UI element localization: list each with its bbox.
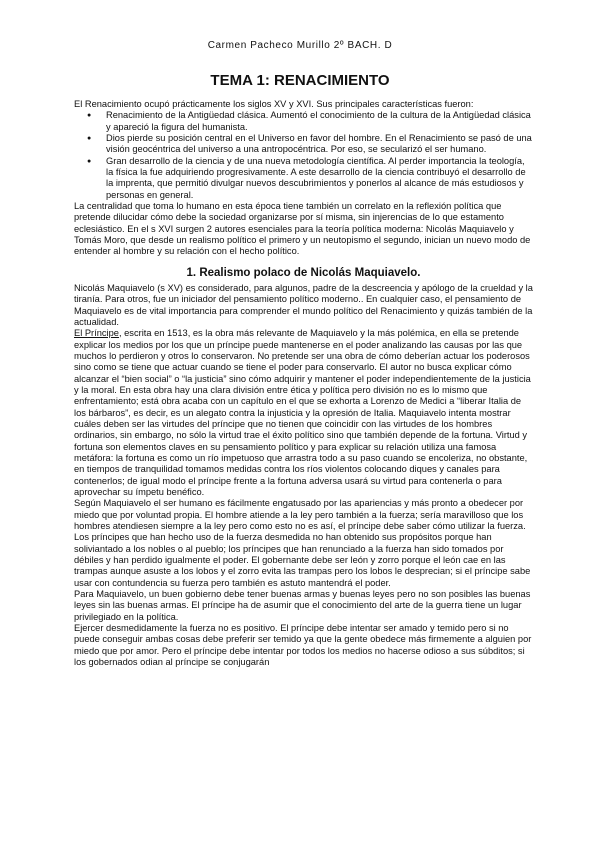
intro-paragraph: El Renacimiento ocupó prácticamente los siglos XV y XVI. Sus principales características fueron:	[74, 99, 474, 109]
body-paragraph: Nicolás Maquiavelo (s XV) es considerado, para algunos, padre de la descreencia y apólogo de la crueldad y la tiranía. Para otros, fue un iniciador del pensamiento político moderno.. En cualquier caso, el pensamiento de Maquiavelo es de vital importancia para comprender el mundo político del Renacimiento y quizás también de la actualidad.	[74, 282, 533, 327]
section-heading: 1. Realismo polaco de Nicolás Maquiavelo.	[186, 266, 421, 279]
list-item: ● Dios pierde su posición central en el Universo en favor del hombre. En el Renacimiento se pasó de una visión geocéntrica del universo a una antropocéntrica. Por eso, se secularizó el ser humano.	[106, 133, 533, 156]
list-item: ● Gran desarrollo de la ciencia y de una nueva metodología científica. Al perder importancia la teología, la física la fue adquiriendo progresivamente. A este desarrollo de la ciencia contribuyó el desarrollo de la imprenta, que permitió divulgar nuevos descubrimientos y ponerlos al alcance de más estudiosos y personas en general.	[106, 156, 533, 201]
body-paragraph: Ejercer desmedidamente la fuerza no es positivo. El príncipe debe intentar ser amado y temido pero si no puede conseguir ambas cosas debe preferir ser temido ya que la gente obedece más firmemente a alguien por miedo que por amor. Pero el príncipe debe intentar por todos los medios no hacerse odioso a sus súbditos; si los gobernados odian al príncipe se conjugarán	[74, 623, 532, 668]
body-paragraph: Tomás Moro, que desde un realismo político el primero y un neutopismo el segundo, inician un nuevo modo de entender al hombre y su relación con el hecho político.	[74, 235, 531, 257]
paragraph-text: , escrita en 1513, es la obra más relevante de Maquiavelo y la más polémica, en ella se pretende explicar los medios por los que un príncipe puede mantenerse en el poder analizando las causas por las que muchos lo perdieron y otros lo conservaron. No pretende ser una obra de cómo deberían actuar los poderosos sino como se tiene que actuar cuando se tiene el poder para conservarlo. El autor no busca explicar cómo alcanzar el “bien social” o “la justicia” sino cómo adquirir y mantener el poder independientemente de la justicia y la moral. En esta obra hay una clara división entre ética y política pero división no es lo mismo que enfrentamiento; está obra acaba con un capítulo en el que se exhorta a Lorenzo de Medici a “liberar Italia de los bárbaros”, es decir, es un alegato contra la injusticia y la opresión de Italia. Maquiavelo intenta mostrar cuáles deben ser las virtudes del príncipe que no tienen que coincidir con las virtudes de los hombres ordinarios, sin embargo, no sólo la virtud trae el éxito político sino que también depende de la fortuna. Virtud y fortuna son elementos claves en su pensamiento político y para explicar su relación utiliza una famosa metáfora: la fortuna es como un río impetuoso que arrastra todo a su paso cuando se encoleriza, no obstante, en tiempos de tranquilidad tomamos medidas contra los ríos violentos colocando diques y canales para contenerlos; de igual modo el príncipe frente a la fortuna adversa usará su virtud para contenerla o para aprovechar su ímpetu benéfico.	[74, 328, 531, 497]
page-title: TEMA 1: RENACIMIENTO	[210, 72, 390, 89]
book-title: El Príncipe	[74, 328, 119, 339]
page-header-author: Carmen Pacheco Murillo 2º BACH. D	[207, 40, 393, 51]
body-paragraph: Según Maquiavelo el ser humano es fácilmente engatusado por las apariencias y más pronto a obedecer por miedo que por voluntad propia. El hombre atiende a la ley pero también a la fuerza; sería maravilloso que los hombres atendiesen siempre a la ley pero como esto no es así, el príncipe debe saber cómo utilizar la fuerza. Los príncipes que han hecho uso de la fuerza desmedida no han obtenido sus propósitos porque han soliviantado a los nobles o al pueblo; los príncipes que han renunciado a la fuerza han sido tomados por débiles y han perdido igualmente el poder. El gobernante debe ser león y zorro porque el león cae en las trampas aunque asuste a los lobos y el zorro evita las trampas pero los lobos le desprecian; si el príncipe sabe usar con contundencia su fuerza pero también es astuto mantendrá el poder.	[74, 498, 531, 588]
characteristics-list	[74, 110, 533, 201]
body-paragraph: Para Maquiavelo, un buen gobierno debe tener buenas armas y buenas leyes pero no son posibles las buenas leyes sin las buenas armas. El príncipe ha de asumir que el conocimiento del arte de la guerra tiene un lugar privilegiado en la política.	[74, 589, 531, 622]
document-body	[74, 99, 533, 669]
list-item: ● Renacimiento de la Antigüedad clásica. Aumentó el conocimiento de la cultura de la Antigüedad clásica y apareció la figura del humanista.	[106, 110, 533, 133]
body-paragraph: La centralidad que toma lo humano en esta época tiene también un correlato en la reflexión política que pretende dilucidar cómo debe la sociedad organizarse por sí misma, sin injerencias de lo que estamento eclesiástico. En el s XVI surgen 2 autores esenciales para la teoría política moderna: Nicolás Maquiavelo y	[74, 201, 514, 234]
body-paragraph	[74, 328, 533, 498]
